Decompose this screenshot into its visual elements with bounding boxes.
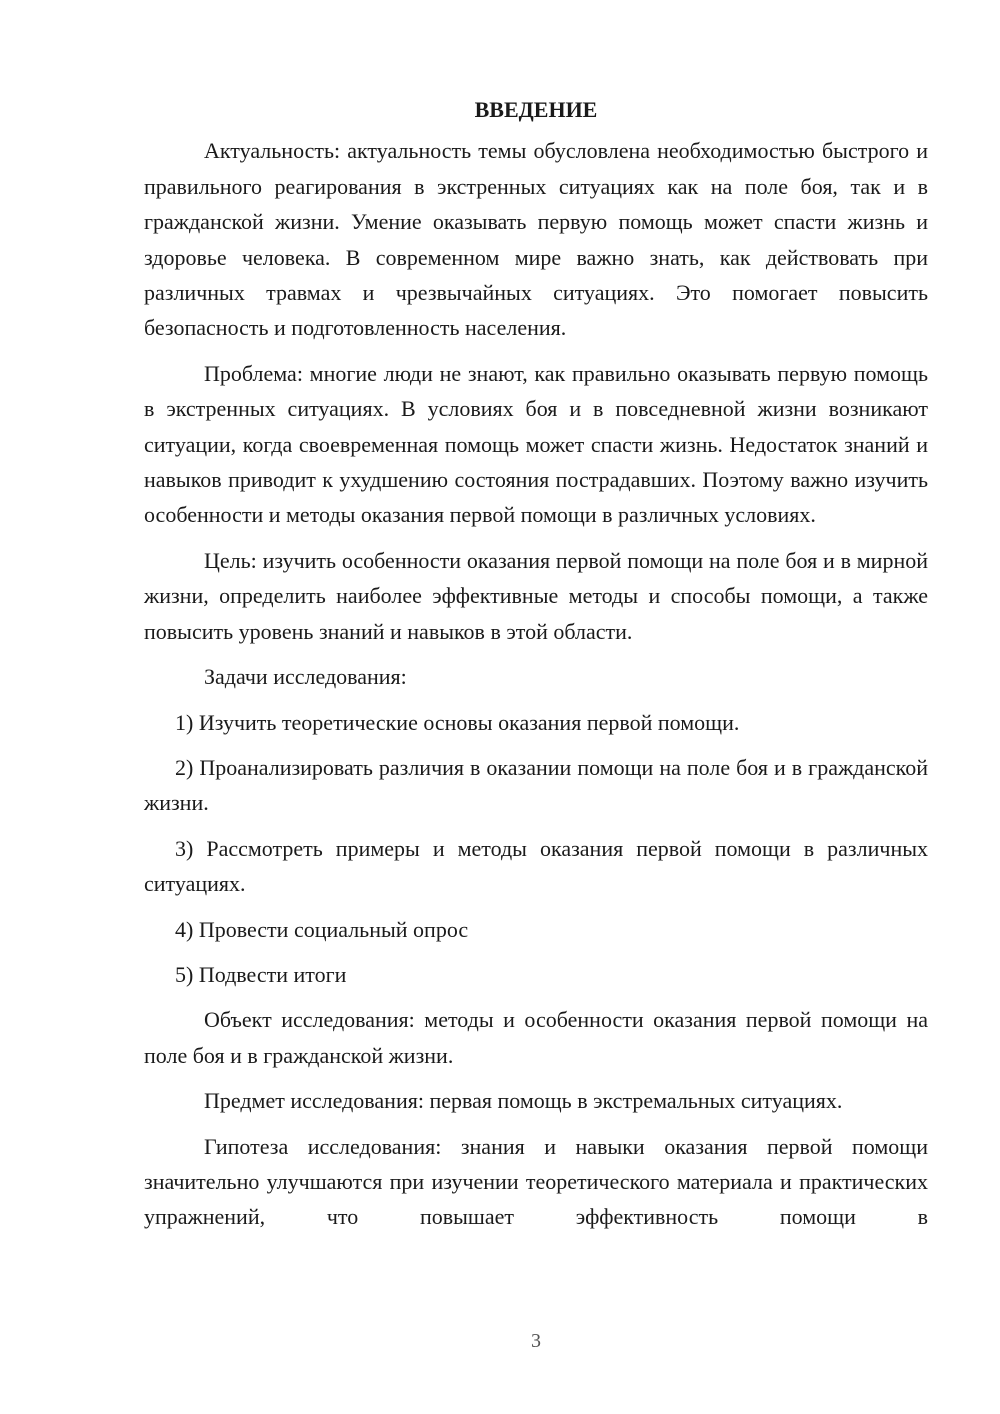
task-item: 1) Изучить теоретические основы оказания первой помощи. bbox=[175, 709, 740, 735]
hypothesis-paragraph: Гипотеза исследования: знания и навыки оказания первой помощи значительно улучшаются при изучении теоретического материала и практических упражнений, что повышает эффективность помощи в bbox=[144, 1133, 928, 1230]
section-title: ВВЕДЕНИЕ bbox=[474, 97, 598, 122]
page-number: 3 bbox=[531, 1330, 541, 1352]
task-item: 4) Провести социальный опрос bbox=[175, 916, 469, 942]
tasks-heading: Задачи исследования: bbox=[204, 664, 407, 690]
relevance-paragraph: Актуальность: актуальность темы обусловлена необходимостью быстрого и правильного реагирования в экстренных ситуациях как на поле боя, так и в гражданской жизни. Умение оказывать первую помощь может спасти жизнь и здоровье человека. В современном мире важно знать, как действовать при различных травмах и чрезвычайных ситуациях. Это помогает повысить безопасность и подготовленность населения. bbox=[144, 138, 928, 341]
problem-paragraph: Проблема: многие люди не знают, как правильно оказывать первую помощь в экстренных ситуациях. В условиях боя и в повседневной жизни возникают ситуации, когда своевременная помощь может спасти жизнь. Недостаток знаний и навыков приводит к ухудшению состояния пострадавших. Поэтому важно изучить особенности и методы оказания первой помощи в различных условиях. bbox=[144, 360, 928, 528]
task-item: 5) Подвести итоги bbox=[175, 961, 347, 987]
goal-paragraph: Цель: изучить особенности оказания первой помощи на поле боя и в мирной жизни, определить наиболее эффективные методы и способы помощи, а также повысить уровень знаний и навыков в этой области. bbox=[144, 547, 928, 644]
subject-paragraph: Предмет исследования: первая помощь в экстремальных ситуациях. bbox=[204, 1088, 843, 1114]
task-item: 3) Рассмотреть примеры и методы оказания первой помощи в различных ситуациях. bbox=[144, 835, 928, 897]
document-page bbox=[144, 92, 928, 1245]
object-paragraph: Объект исследования: методы и особенности оказания первой помощи на поле боя и в гражданской жизни. bbox=[144, 1007, 928, 1068]
task-item: 2) Проанализировать различия в оказании помощи на поле боя и в гражданской жизни. bbox=[144, 754, 928, 816]
